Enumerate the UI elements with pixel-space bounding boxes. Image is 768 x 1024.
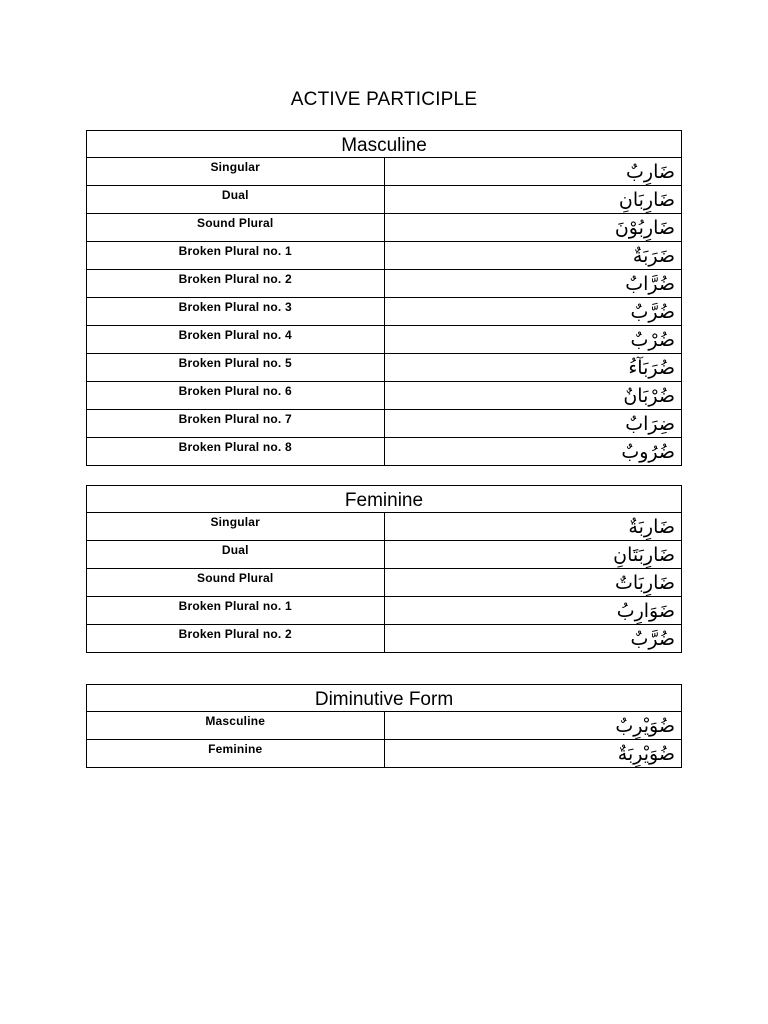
- table-row: [87, 740, 682, 768]
- form-label: Broken Plural no. 2: [87, 625, 385, 653]
- table-row: [87, 214, 682, 242]
- diminutive-heading: Diminutive Form: [87, 685, 682, 712]
- form-label: Dual: [87, 186, 385, 214]
- arabic-form: ضَارِبٌ: [384, 158, 682, 186]
- arabic-form: ضُرْبٌ: [384, 326, 682, 354]
- diminutive-table: [86, 684, 682, 768]
- table-row: [87, 270, 682, 298]
- form-label: Sound Plural: [87, 214, 385, 242]
- arabic-form: ضُرُوبٌ: [384, 438, 682, 466]
- table-row: [87, 186, 682, 214]
- arabic-form: ضُوَيْرِبَةٌ: [384, 740, 682, 768]
- page-title: ACTIVE PARTICIPLE: [290, 89, 478, 110]
- arabic-form: ضَارِبَتَانِ: [384, 541, 682, 569]
- arabic-form: ضِرَابٌ: [384, 410, 682, 438]
- table-row: [87, 158, 682, 186]
- arabic-form: ضَوَارِبُ: [384, 597, 682, 625]
- table-row: [87, 513, 682, 541]
- feminine-heading: Feminine: [87, 486, 682, 513]
- form-label: Sound Plural: [87, 569, 385, 597]
- table-row: [87, 625, 682, 653]
- arabic-form: ضَارِبَانِ: [384, 186, 682, 214]
- table-row: [87, 712, 682, 740]
- arabic-form: ضُرَّابٌ: [384, 270, 682, 298]
- arabic-form: ضَارِبَاتٌ: [384, 569, 682, 597]
- form-label: Broken Plural no. 5: [87, 354, 385, 382]
- table-row: [87, 541, 682, 569]
- masculine-heading: Masculine: [87, 131, 682, 158]
- table-row: [87, 326, 682, 354]
- form-label: Broken Plural no. 1: [87, 242, 385, 270]
- feminine-table: [86, 485, 682, 653]
- table-row: [87, 438, 682, 466]
- form-label: Dual: [87, 541, 385, 569]
- form-label: Broken Plural no. 6: [87, 382, 385, 410]
- form-label: Broken Plural no. 2: [87, 270, 385, 298]
- arabic-form: ضُرْبَانٌ: [384, 382, 682, 410]
- arabic-form: ضَرَبَةٌ: [384, 242, 682, 270]
- arabic-form: ضُوَيْرِبٌ: [384, 712, 682, 740]
- form-label: Singular: [87, 158, 385, 186]
- form-label: Broken Plural no. 3: [87, 298, 385, 326]
- table-row: [87, 597, 682, 625]
- arabic-form: ضَارِبَةٌ: [384, 513, 682, 541]
- arabic-form: ضُرَّبٌ: [384, 298, 682, 326]
- table-row: [87, 382, 682, 410]
- form-label: Feminine: [87, 740, 385, 768]
- table-row: [87, 569, 682, 597]
- form-label: Broken Plural no. 8: [87, 438, 385, 466]
- table-row: [87, 298, 682, 326]
- masculine-table: [86, 130, 682, 466]
- table-row: [87, 410, 682, 438]
- form-label: Masculine: [87, 712, 385, 740]
- form-label: Broken Plural no. 4: [87, 326, 385, 354]
- form-label: Broken Plural no. 7: [87, 410, 385, 438]
- arabic-form: ضُرَّبٌ: [384, 625, 682, 653]
- form-label: Broken Plural no. 1: [87, 597, 385, 625]
- arabic-form: ضَارِبُوْنَ: [384, 214, 682, 242]
- arabic-form: ضُرَبَآءُ: [384, 354, 682, 382]
- form-label: Singular: [87, 513, 385, 541]
- table-row: [87, 354, 682, 382]
- table-row: [87, 242, 682, 270]
